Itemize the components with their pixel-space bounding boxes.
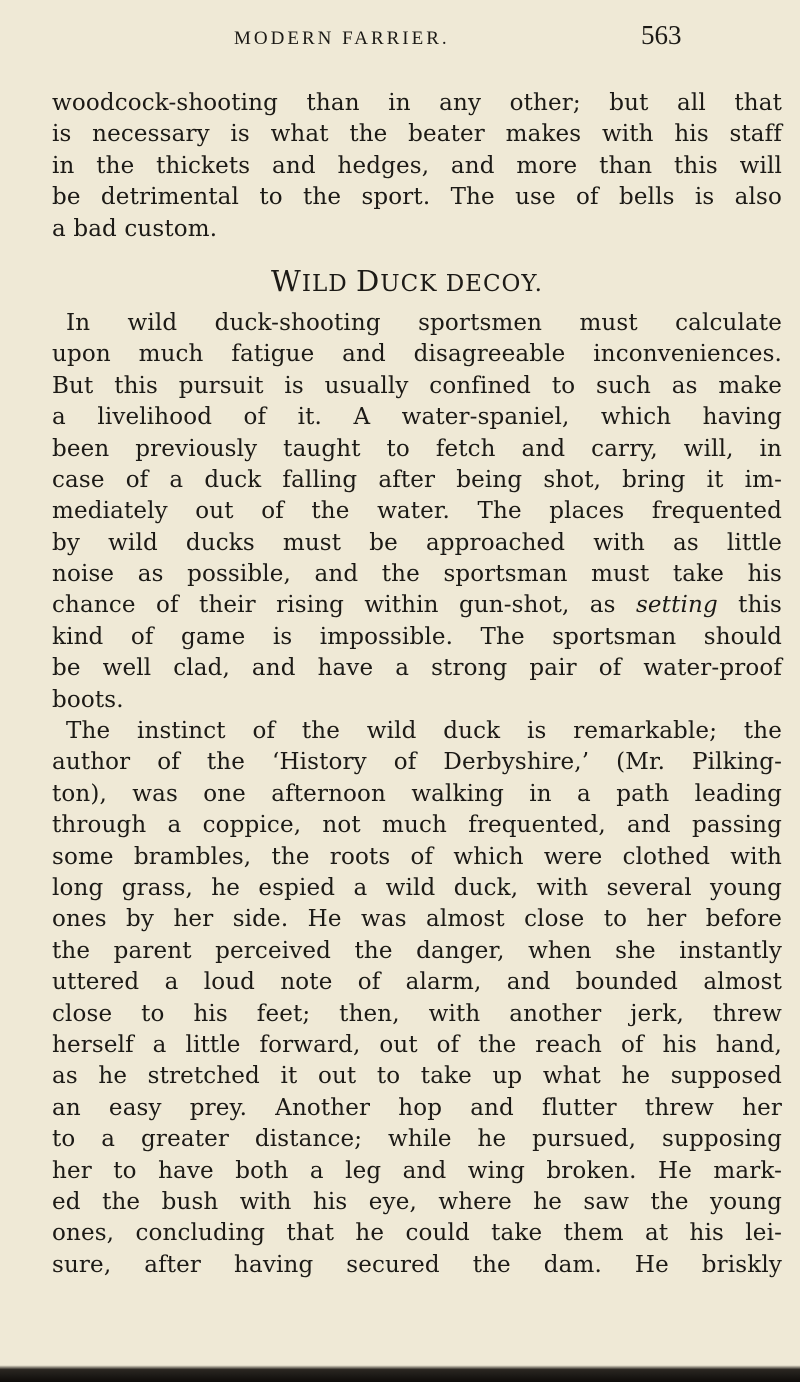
text-line-with-italic <box>52 590 782 621</box>
heading-smallcaps: UCK DECOY. <box>380 270 543 297</box>
text-line: ones, concluding that he could take them at his lei- <box>52 1220 782 1247</box>
text-line: be detrimental to the sport. The use of bells is also <box>52 184 782 211</box>
text-line: sure, after having secured the dam. He briskly <box>52 1251 782 1278</box>
text-line: ed the bush with his eye, where he saw the young <box>52 1188 782 1215</box>
text-line: upon much fatigue and disagreeable inconveniences. <box>52 341 782 368</box>
page-number: 563 <box>641 20 682 50</box>
text-line: a livelihood of it. A water-spaniel, which having <box>52 404 782 431</box>
heading-initial: W <box>271 263 302 298</box>
text-line: ton), was one afternoon walking in a path leading <box>52 780 782 807</box>
text-line: some brambles, the roots of which were clothed with <box>52 843 782 870</box>
text-line: in the thickets and hedges, and more than this will <box>52 152 782 179</box>
heading-smallcaps: ILD <box>301 270 356 297</box>
text-line: close to his feet; then, with another jerk, threw <box>52 1000 782 1027</box>
text-line: herself a little forward, out of the reach of his hand, <box>52 1031 782 1058</box>
text-line: In wild duck-shooting sportsmen must calculate <box>66 309 782 336</box>
section-heading <box>52 245 782 308</box>
text-line: long grass, he espied a wild duck, with several young <box>52 874 782 901</box>
text-line: uttered a loud note of alarm, and bounded almost <box>52 969 782 996</box>
text-line: is necessary is what the beater makes with his staff <box>52 121 782 148</box>
text-line: a bad custom. <box>52 215 218 242</box>
text-line: an easy prey. Another hop and flutter threw her <box>52 1094 782 1121</box>
italic-word: setting <box>635 592 718 619</box>
text-line: the parent perceived the danger, when she instantly <box>52 937 782 964</box>
text-line: case of a duck falling after being shot, bring it im- <box>52 466 782 493</box>
body-text <box>52 88 782 1281</box>
text-line: been previously taught to fetch and carry, will, in <box>52 435 782 462</box>
text-segment: this <box>717 592 782 619</box>
text-line: through a coppice, not much frequented, and passing <box>52 812 782 839</box>
text-line: be well clad, and have a strong pair of water-proof <box>52 655 782 682</box>
text-line: boots. <box>52 686 124 713</box>
text-line: author of the ‘History of Derbyshire,’ (Mr. Pilking- <box>52 749 782 776</box>
text-line: ones by her side. He was almost close to her before <box>52 906 782 933</box>
text-line: her to have both a leg and wing broken. He mark- <box>52 1157 782 1184</box>
text-line: woodcock-shooting than in any other; but all that <box>52 90 782 116</box>
text-segment: chance of their rising within gun-shot, as <box>52 592 616 619</box>
text-line: by wild ducks must be approached with as little <box>52 529 782 556</box>
text-line: as he stretched it out to take up what he supposed <box>52 1063 782 1090</box>
text-line: But this pursuit is usually confined to such as make <box>52 372 782 399</box>
running-head: MODERN FARRIER. <box>234 28 450 49</box>
heading-initial: D <box>355 263 381 298</box>
text-line: to a greater distance; while he pursued, supposing <box>52 1126 782 1153</box>
text-line: noise as possible, and the sportsman must take his <box>52 561 782 588</box>
text-line: mediately out of the water. The places frequented <box>52 498 782 525</box>
page-edge-shadow <box>0 1354 800 1382</box>
text-line: kind of game is impossible. The sportsman should <box>52 623 782 650</box>
text-line: The instinct of the wild duck is remarkable; the <box>66 718 782 745</box>
